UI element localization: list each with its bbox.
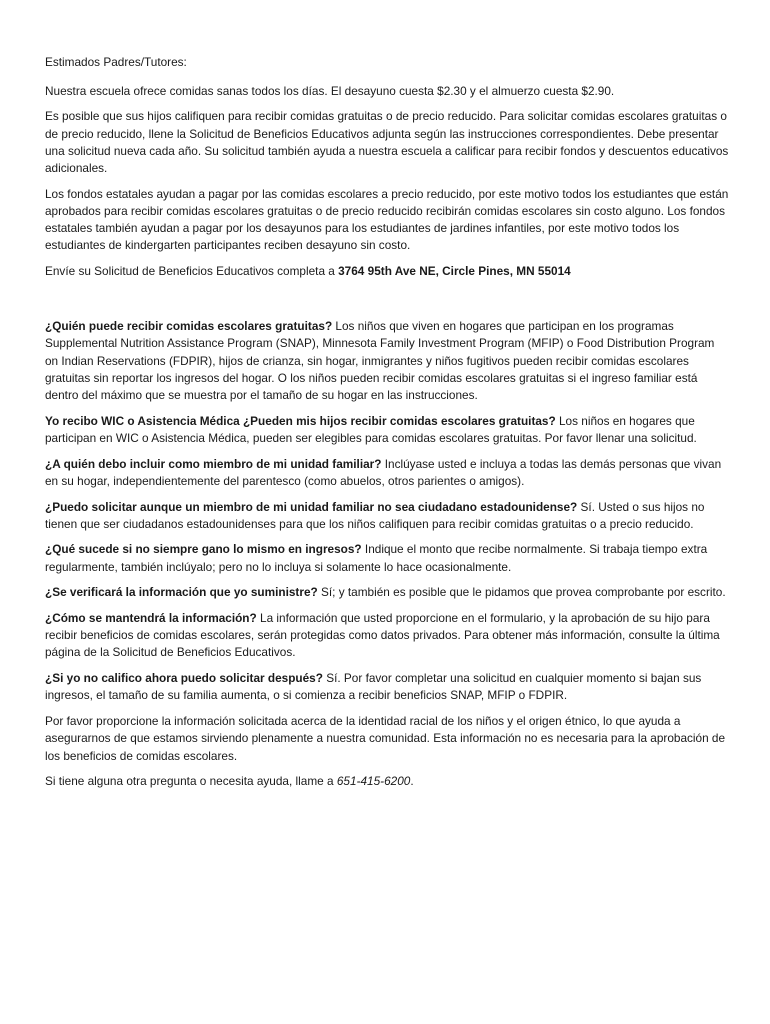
ethnicity-paragraph: Por favor proporcione la información solicitada acerca de la identidad racial de los niños y el origen étnico, lo que ayuda a asegurarnos de que estamos sirviendo plenamente a nuestra comunidad. Esta información no es necesaria para la aprobación de los beneficios de comidas escolares. — [45, 714, 726, 763]
greeting: Estimados Padres/Tutores: — [45, 55, 187, 69]
faq-answer: La información que usted proporcione en el formulario, y la aprobación de su hijo para recibir beneficios de comidas escolares, serán protegidas como datos privados. Para obtener más información, consulte la última página de la Solicitud de Beneficios Educativos. — [45, 611, 720, 660]
help-phone-number: 651-415-6200 — [336, 774, 411, 789]
faq-item — [45, 670, 729, 704]
faq-question: ¿Si yo no califico ahora puedo solicitar después? — [45, 671, 323, 686]
faq-question: Yo recibo WIC o Asistencia Médica ¿Pueden mis hijos recibir comidas escolares gratuitas? — [45, 413, 556, 428]
faq-item — [45, 584, 729, 601]
send-address-paragraph — [45, 263, 729, 280]
faq-answer: Los niños que viven en hogares que participan en los programas Supplemental Nutrition Assistance Program (SNAP), Minnesota Family Investment Program (MFIP) o Food Distribution Program on Indian Reservations (FDPIR), hijos de crianza, sin hogar, inmigrantes y niños fugitivos pueden recibir comidas escolares gratuitas sin reportar los ingresos del hogar. O los niños pueden recibir comidas escolares gratuitas si el ingreso familiar está dentro del máximo que se muestra por el tamaño de su hogar en las instrucciones. — [45, 319, 715, 403]
faq-question: ¿Qué sucede si no siempre gano lo mismo en ingresos? — [45, 542, 362, 557]
faq-answer: Sí. Por favor completar una solicitud en cualquier momento si bajan sus ingresos, el tamaño de su familia aumenta, o si comienza a recibir beneficios SNAP, MFIP o FDPIR. — [45, 671, 702, 703]
faq-question: ¿Se verificará la información que yo suministre? — [45, 585, 318, 600]
eligibility-paragraph: Es posible que sus hijos califiquen para recibir comidas gratuitas o de precio reducido. Para solicitar comidas escolares gratuitas o de precio reducido, llene la Solicitud de Beneficios Educativos adjunta según las instrucciones correspondientes. Debe presentar una solicitud nueva cada año. Su solicitud también ayuda a nuestra escuela a calificar para recibir fondos y descuentos educativos adicionales. — [45, 109, 729, 176]
faq-answer: Sí. Usted o sus hijos no tienen que ser ciudadanos estadounidenses para que los niños califiquen para recibir comidas gratuitas o a precio reducido. — [45, 499, 705, 531]
faq-answer: Sí; y también es posible que le pidamos que provea comprobante por escrito. — [317, 585, 726, 600]
school-address: 3764 95th Ave NE, Circle Pines, MN 55014 — [338, 264, 571, 279]
faq-item — [45, 318, 729, 404]
help-prefix: Si tiene alguna otra pregunta o necesita ayuda, llame a — [45, 774, 337, 789]
intro-paragraph: Nuestra escuela ofrece comidas sanas todos los días. El desayuno cuesta $2.30 y el almuerzo cuesta $2.90. — [45, 83, 615, 98]
help-suffix: . — [410, 774, 414, 789]
state-funds-paragraph: Los fondos estatales ayudan a pagar por las comidas escolares a precio reducido, por este motivo todos los estudiantes que están aprobados para recibir comidas escolares gratuitas o de precio reducido recibirán comidas escolares sin costo alguno. Los fondos estatales también ayudan a pagar por los desayunos para los estudiantes de jardines infantiles, por este motivo todos los estudiantes de kindergarten participantes reciben desayuno sin costo. — [45, 186, 729, 253]
faq-question: ¿Puedo solicitar aunque un miembro de mi unidad familiar no sea ciudadano estadounidense? — [45, 499, 578, 514]
faq-question: ¿A quién debo incluir como miembro de mi unidad familiar? — [45, 456, 382, 471]
faq-answer: Indique el monto que recibe normalmente. Si trabaja tiempo extra regularmente, también inclúyalo; pero no lo incluya si solamente lo hace ocasionalmente. — [45, 542, 708, 574]
send-prefix: Envíe su Solicitud de Beneficios Educativos completa a — [45, 264, 339, 279]
faq-question: ¿Cómo se mantendrá la información? — [45, 611, 257, 626]
faq-item — [45, 541, 729, 575]
letter-page — [45, 54, 729, 799]
help-paragraph — [45, 773, 729, 790]
faq-item — [45, 610, 729, 662]
faq-item — [45, 499, 729, 533]
faq-question: ¿Quién puede recibir comidas escolares gratuitas? — [45, 319, 333, 334]
faq-item — [45, 456, 729, 490]
faq-item — [45, 413, 729, 447]
faq-answer: Los niños en hogares que participan en WIC o Asistencia Médica, pueden ser elegibles para comidas escolares gratuitas. Por favor llenar una solicitud. — [45, 413, 697, 445]
faq-answer: Inclúyase usted e incluya a todas las demás personas que vivan en su hogar, independientemente del parentesco (como abuelos, otros parientes o amigos). — [45, 456, 722, 488]
